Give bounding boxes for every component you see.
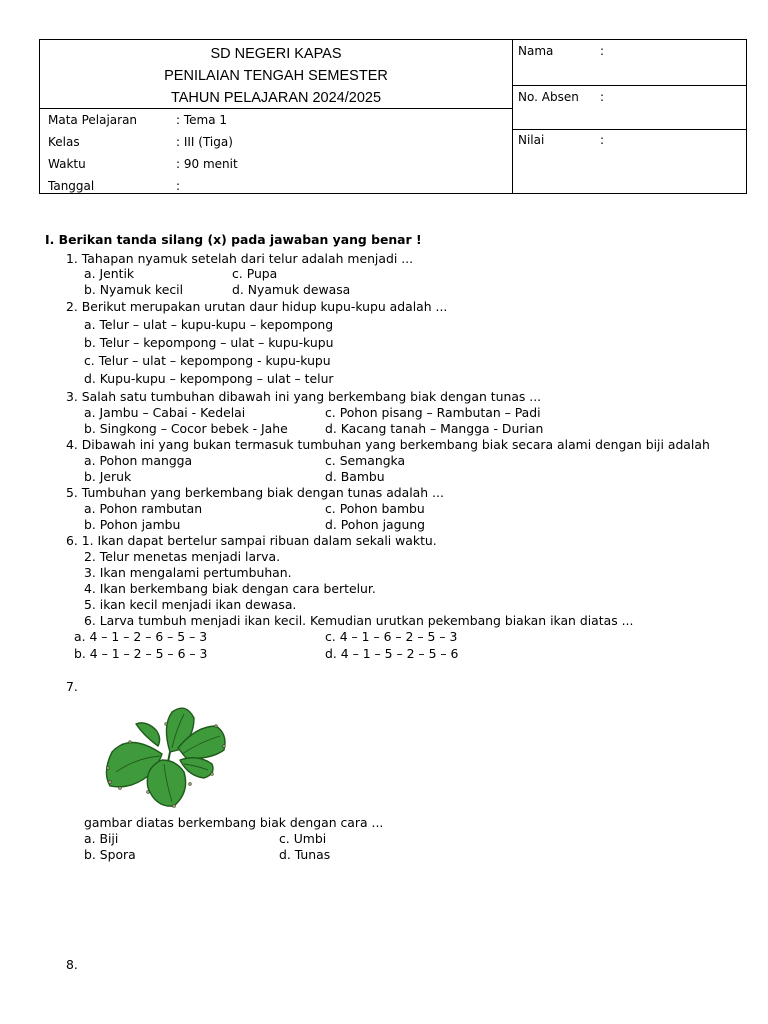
- info-label: Kelas: [48, 135, 80, 149]
- q5-option-d[interactable]: d. Pohon jagung: [325, 517, 426, 532]
- info-value: : 90 menit: [176, 157, 238, 171]
- q6-option-c[interactable]: c. 4 – 1 – 6 – 2 – 5 – 3: [325, 629, 458, 644]
- question-5: 5. Tumbuhan yang berkembang biak dengan tunas adalah ...: [66, 485, 444, 500]
- exam-header: [39, 39, 747, 194]
- question-7-number: 7.: [66, 679, 78, 694]
- q2-option-c[interactable]: c. Telur – ulat – kepompong - kupu-kupu: [84, 353, 331, 368]
- section-instruction: I. Berikan tanda silang (x) pada jawaban yang benar !: [45, 232, 422, 247]
- header-title-block: [40, 40, 512, 109]
- score-label: Nilai: [518, 133, 545, 147]
- q2-option-a[interactable]: a. Telur – ulat – kupu-kupu – kepompong: [84, 317, 334, 332]
- info-label: Tanggal: [48, 179, 95, 193]
- absen-label: No. Absen: [518, 90, 579, 104]
- q5-option-c[interactable]: c. Pohon bambu: [325, 501, 425, 516]
- q4-option-c[interactable]: c. Semangka: [325, 453, 406, 468]
- q6-statement: 2. Telur menetas menjadi larva.: [84, 549, 281, 564]
- q6-statement: 3. Ikan mengalami pertumbuhan.: [84, 565, 292, 580]
- q6-option-b[interactable]: b. 4 – 1 – 2 – 5 – 6 – 3: [74, 646, 208, 661]
- q1-option-d[interactable]: d. Nyamuk dewasa: [232, 282, 351, 297]
- header-right: [512, 40, 746, 193]
- plant-icon: [100, 702, 232, 810]
- info-value: : III (Tiga): [176, 135, 233, 149]
- header-left: [40, 40, 513, 193]
- question-6: 6. 1. Ikan dapat bertelur sampai ribuan dalam sekali waktu.: [66, 533, 437, 548]
- info-value: : Tema 1: [176, 113, 228, 127]
- q4-option-b[interactable]: b. Jeruk: [84, 469, 132, 484]
- q3-option-d[interactable]: d. Kacang tanah – Mangga - Durian: [325, 421, 544, 436]
- info-label: Waktu: [48, 157, 86, 171]
- q7-option-d[interactable]: d. Tunas: [279, 847, 331, 862]
- score-field[interactable]: [512, 130, 746, 193]
- q7-option-b[interactable]: b. Spora: [84, 847, 136, 862]
- question-7: gambar diatas berkembang biak dengan cara ...: [84, 815, 384, 830]
- question-3: 3. Salah satu tumbuhan dibawah ini yang berkembang biak dengan tunas ...: [66, 389, 542, 404]
- score-colon: :: [600, 133, 605, 147]
- q7-option-a[interactable]: a. Biji: [84, 831, 119, 846]
- q7-option-c[interactable]: c. Umbi: [279, 831, 327, 846]
- school-name: SD NEGERI KAPAS: [210, 46, 342, 62]
- q1-option-c[interactable]: c. Pupa: [232, 266, 278, 281]
- q3-option-a[interactable]: a. Jambu – Cabai - Kedelai: [84, 405, 246, 420]
- q3-option-c[interactable]: c. Pohon pisang – Rambutan – Padi: [325, 405, 541, 420]
- q5-option-a[interactable]: a. Pohon rambutan: [84, 501, 203, 516]
- q6-option-a[interactable]: a. 4 – 1 – 2 – 6 – 5 – 3: [74, 629, 208, 644]
- question-1: 1. Tahapan nyamuk setelah dari telur adalah menjadi ...: [66, 251, 414, 266]
- q5-option-b[interactable]: b. Pohon jambu: [84, 517, 181, 532]
- q2-option-d[interactable]: d. Kupu-kupu – kepompong – ulat – telur: [84, 371, 334, 386]
- academic-year: TAHUN PELAJARAN 2024/2025: [170, 90, 382, 106]
- name-field[interactable]: [512, 40, 746, 86]
- q1-option-b[interactable]: b. Nyamuk kecil: [84, 282, 184, 297]
- info-value: :: [176, 179, 181, 193]
- name-colon: :: [600, 44, 605, 58]
- q4-option-d[interactable]: d. Bambu: [325, 469, 385, 484]
- absen-field[interactable]: [512, 86, 746, 130]
- q1-option-a[interactable]: a. Jentik: [84, 266, 135, 281]
- question-2: 2. Berikut merupakan urutan daur hidup kupu-kupu adalah ...: [66, 299, 448, 314]
- q6-statement: 6. Larva tumbuh menjadi ikan kecil. Kemudian urutkan pekembang biakan ikan diatas ...: [84, 613, 634, 628]
- q6-statement: 4. Ikan berkembang biak dengan cara bertelur.: [84, 581, 376, 596]
- name-label: Nama: [518, 44, 554, 58]
- q2-option-b[interactable]: b. Telur – kepompong – ulat – kupu-kupu: [84, 335, 334, 350]
- question-8-number: 8.: [66, 957, 78, 972]
- q3-option-b[interactable]: b. Singkong – Cocor bebek - Jahe: [84, 421, 288, 436]
- absen-colon: :: [600, 90, 605, 104]
- exam-name: PENILAIAN TENGAH SEMESTER: [164, 68, 388, 84]
- q6-option-d[interactable]: d. 4 – 1 – 5 – 2 – 5 – 6: [325, 646, 459, 661]
- question-4: 4. Dibawah ini yang bukan termasuk tumbuhan yang berkembang biak secara alami dengan biji adalah: [66, 437, 710, 452]
- info-label: Mata Pelajaran: [48, 113, 138, 127]
- q4-option-a[interactable]: a. Pohon mangga: [84, 453, 193, 468]
- q6-statement: 5. ikan kecil menjadi ikan dewasa.: [84, 597, 297, 612]
